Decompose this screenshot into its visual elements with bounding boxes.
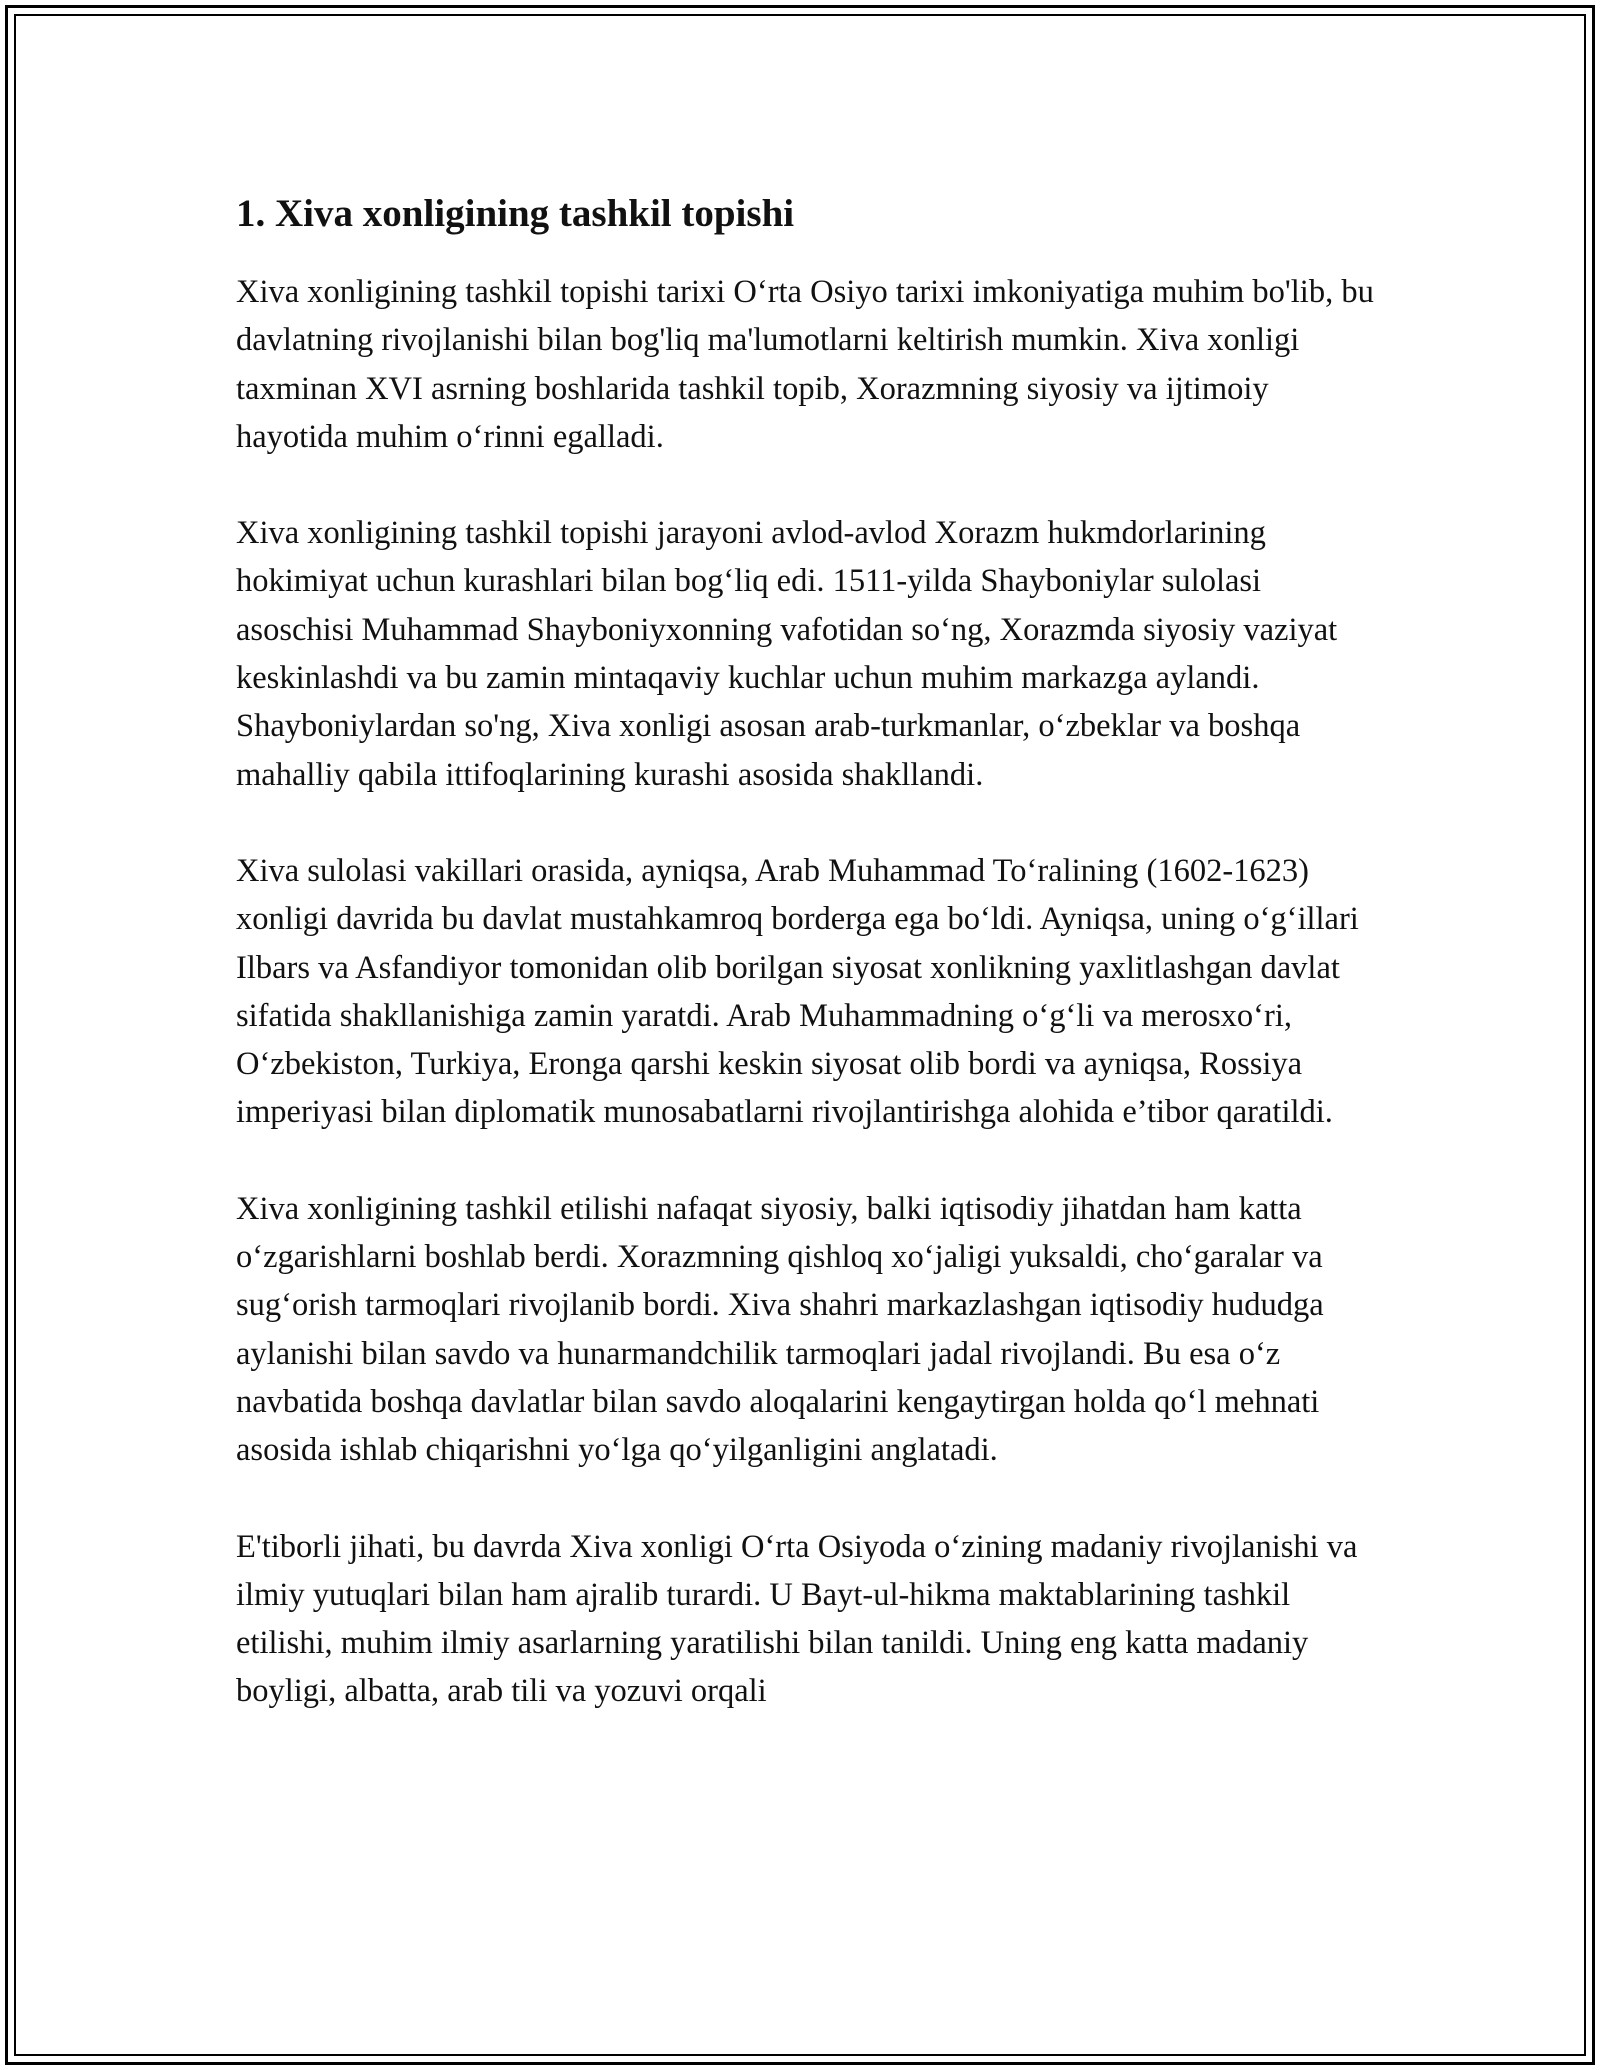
paragraph-2: Xiva xonligining tashkil topishi jarayoni avlod-avlod Xorazm hukmdorlarining hokimiyat uchun kurashlari bilan bog‘liq edi. 1511-yilda Shayboniylar sulolasi asoschisi Muhammad Shayboniyxonning vafotidan so‘ng, Xorazmda siyosiy vaziyat keskinlashdi va bu zamin mintaqaviy kuchlar uchun muhim markazga aylandi. Shayboniylardan so'ng, Xiva xonligi asosan arab-turkmanlar, o‘zbeklar va boshqa mahalliy qabila ittifoqlarining kurashi asosida shakllandi.: [236, 515, 1338, 793]
paragraph-1: Xiva xonligining tashkil topishi tarixi O‘rta Osiyo tarixi imkoniyatiga muhim bo'lib, bu davlatning rivojlanishi bilan bog'liq ma'lumotlarni keltirish mumkin. Xiva xonligi taxminan XVI asrning boshlarida tashkil topib, Xorazmning siyosiy va ijtimoiy hayotida muhim o‘rinni egalladi.: [236, 274, 1374, 455]
document-body: [236, 186, 1376, 1764]
paragraph-3: Xiva sulolasi vakillari orasida, ayniqsa, Arab Muhammad To‘ralining (1602-1623) xonligi davrida bu davlat mustahkamroq borderga ega bo‘ldi. Ayniqsa, uning o‘g‘illari Ilbars va Asfandiyor tomonidan olib borilgan siyosat xonlikning yaxlitlashgan davlat sifatida shakllanishiga zamin yaratdi. Arab Muhammadning o‘g‘li va merosxo‘ri, O‘zbekiston, Turkiya, Eronga qarshi keskin siyosat olib bordi va ayniqsa, Rossiya imperiyasi bilan diplomatik munosabatlarni rivojlantirishga alohida e’tibor qaratildi.: [236, 852, 1359, 1131]
section-heading: 1. Xiva xonligining tashkil topishi: [236, 192, 795, 235]
paragraph-4: Xiva xonligining tashkil etilishi nafaqat siyosiy, balki iqtisodiy jihatdan ham katta o‘zgarishlarni boshlab berdi. Xorazmning qishloq xo‘jaligi yuksaldi, cho‘garalar va sug‘orish tarmoqlari rivojlanib bordi. Xiva shahri markazlashgan iqtisodiy hududga aylanishi bilan savdo va hunarmandchilik tarmoqlari jadal rivojlandi. Bu esa o‘z navbatida boshqa davlatlar bilan savdo aloqalarini kengaytirgan holda qo‘l mehnati asosida ishlab chiqarishni yo‘lga qo‘yilganligini anglatadi.: [236, 1190, 1324, 1469]
paragraph-5: E'tiborli jihati, bu davrda Xiva xonligi O‘rta Osiyoda o‘zining madaniy rivojlanishi va ilmiy yutuqlari bilan ham ajralib turardi. U Bayt-ul-hikma maktablarining tashkil etilishi, muhim ilmiy asarlarning yaratilishi bilan tanildi. Uning eng katta madaniy boyligi, albatta, arab tili va yozuvi orqali: [236, 1528, 1358, 1710]
